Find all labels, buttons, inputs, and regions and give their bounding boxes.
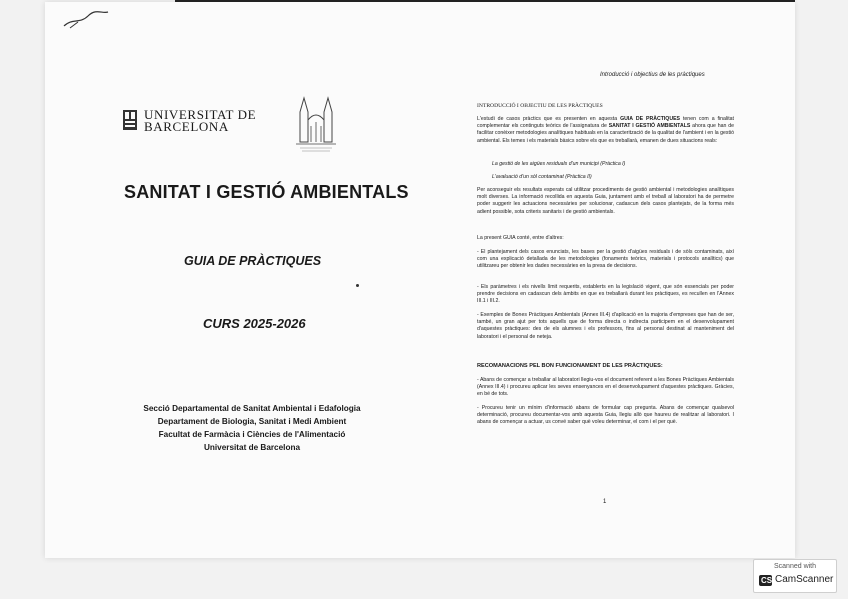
intro-text: ahora que han de facilitar conèixer metodologies analítiques habituals en la caracterització de la qualitat de l'ambient i en la gestió ambiental. Els temes i els materials bàsics sobre els que es treballarà, emanen de dues situacions reals: [477,123,734,144]
recommendation-item: - Procureu tenir un mínim d'informació abans de formular cap pregunta. Abans de començar qualsevol determinació, procureu documentar-vos amb aquesta Guia, llegiu allò que haureu de realitzar al laboratori. I abans de començar a actuar, us convé saber què voleu determinar, el com i el per què. [477,405,734,426]
crest-icon [122,109,138,131]
contents-item: - Exemples de Bones Pràctiques Ambientals (Annex III.4) d'aplicació en la majoria d'empreses que han de ser, també, un gran ajut per tots aquells que de forma directa o indirecta participem en el desenvolupament d'aquestes pràctiques: des de els alumnes i els professors, fins al personal destinat al manteniment del laboratori i el personal de neteja. [477,312,734,340]
ink-dot [356,284,359,287]
camscanner-brand: CamScanner [775,574,834,585]
faculty-building-icon [294,92,338,154]
contents-item: - Els paràmetres i els nivells límit requerits, establerts en la legislació vigent, que són essencials per poder prendre decisions en cadascun dels àmbits en que es treballarà durant les pràctiques, es recullen en l'Annex III.1 i III.2. [477,284,734,305]
paragraph: Per aconseguir els resultats esperats cal utilitzar procediments de gestió ambiental i metodologies analítiques molt diverses. La informació recollida en aquesta Guia, juntament amb el treball al laboratori ha de permetre poder suggerir les actuacions necessàries per solucionar, cadascun dels casos plantejats, de la forma més adient possible, sota criteris sanitaris i de gestió ambientals. [477,187,734,215]
department-block [118,402,386,454]
document-subtitle: GUIA DE PRÀCTIQUES [184,254,322,268]
university-name-line1: UNIVERSITAT DE [144,107,257,122]
document-title: SANITAT I GESTIÓ AMBIENTALS [124,182,409,202]
pen-mark [62,10,112,30]
intro-bold-guide: GUIA DE PRÀCTIQUES [620,116,681,122]
scanned-with-label: Scanned with [773,563,817,570]
camscanner-watermark [753,559,837,593]
intro-paragraph [477,116,734,145]
page-number: 1 [603,499,607,505]
recommendations-title: RECOMANACIONS PEL BON FUNCIONAMENT DE LES PRÀCTIQUES: [477,363,663,369]
practice-bullet: L'avaluació d'un sòl contaminat (Pràctica II) [492,174,592,180]
department-line: Secció Departamental de Sanitat Ambiental i Edafologia [143,404,361,413]
department-line: Departament de Biologia, Sanitat i Medi Ambient [157,417,347,426]
contents-item: - El plantejament dels casos enunciats, les bases per la gestió d'aigües residuals i de sòls contaminats, així com una explicació detallada de les metodologies (fonaments teòrics, materials i protocols analítics) que utilitzareu per obtenir les dades necessàries en la presa de decisions. [477,249,734,270]
section-title: INTRODUCCIÓ I OBJECTIU DE LES PRÀCTIQUES [477,103,603,109]
department-line: Universitat de Barcelona [203,443,300,452]
running-header: Introducció i objectius de les pràctiques [600,72,705,78]
recommendation-item: - Abans de començar a treballar al laboratori llegiu-vos el document referent a les Bones Pràctiques Ambientals (Annex III.4) i procureu aplicar les seves ensenyances en el desenvolupament d'aquestes pràctiques. Gràcies, en bé de tots. [477,377,734,398]
intro-bold-subject: SANITAT I GESTIÓ AMBIENTALS [608,123,691,130]
university-name-line2: BARCELONA [144,119,229,134]
paragraph: La present GUIA conté, entre d'altres: [477,235,564,241]
intro-text: tenen com a finalitat complementar els continguts teòrics de l'assignatura de [477,116,734,130]
scanned-sheet [45,2,795,558]
scan-edge-line [175,0,795,2]
intro-text: L'estudi de casos pràctics que es presenten en aquesta [477,116,621,122]
course-year: CURS 2025-2026 [203,316,306,331]
camscanner-logo-icon [759,575,772,586]
logo-letters: CS [761,576,773,585]
practice-bullet: La gestió de les aigües residuals d'un municipi (Pràctica I) [492,161,626,167]
department-line: Facultat de Farmàcia i Ciències de l'Alimentació [158,430,346,439]
